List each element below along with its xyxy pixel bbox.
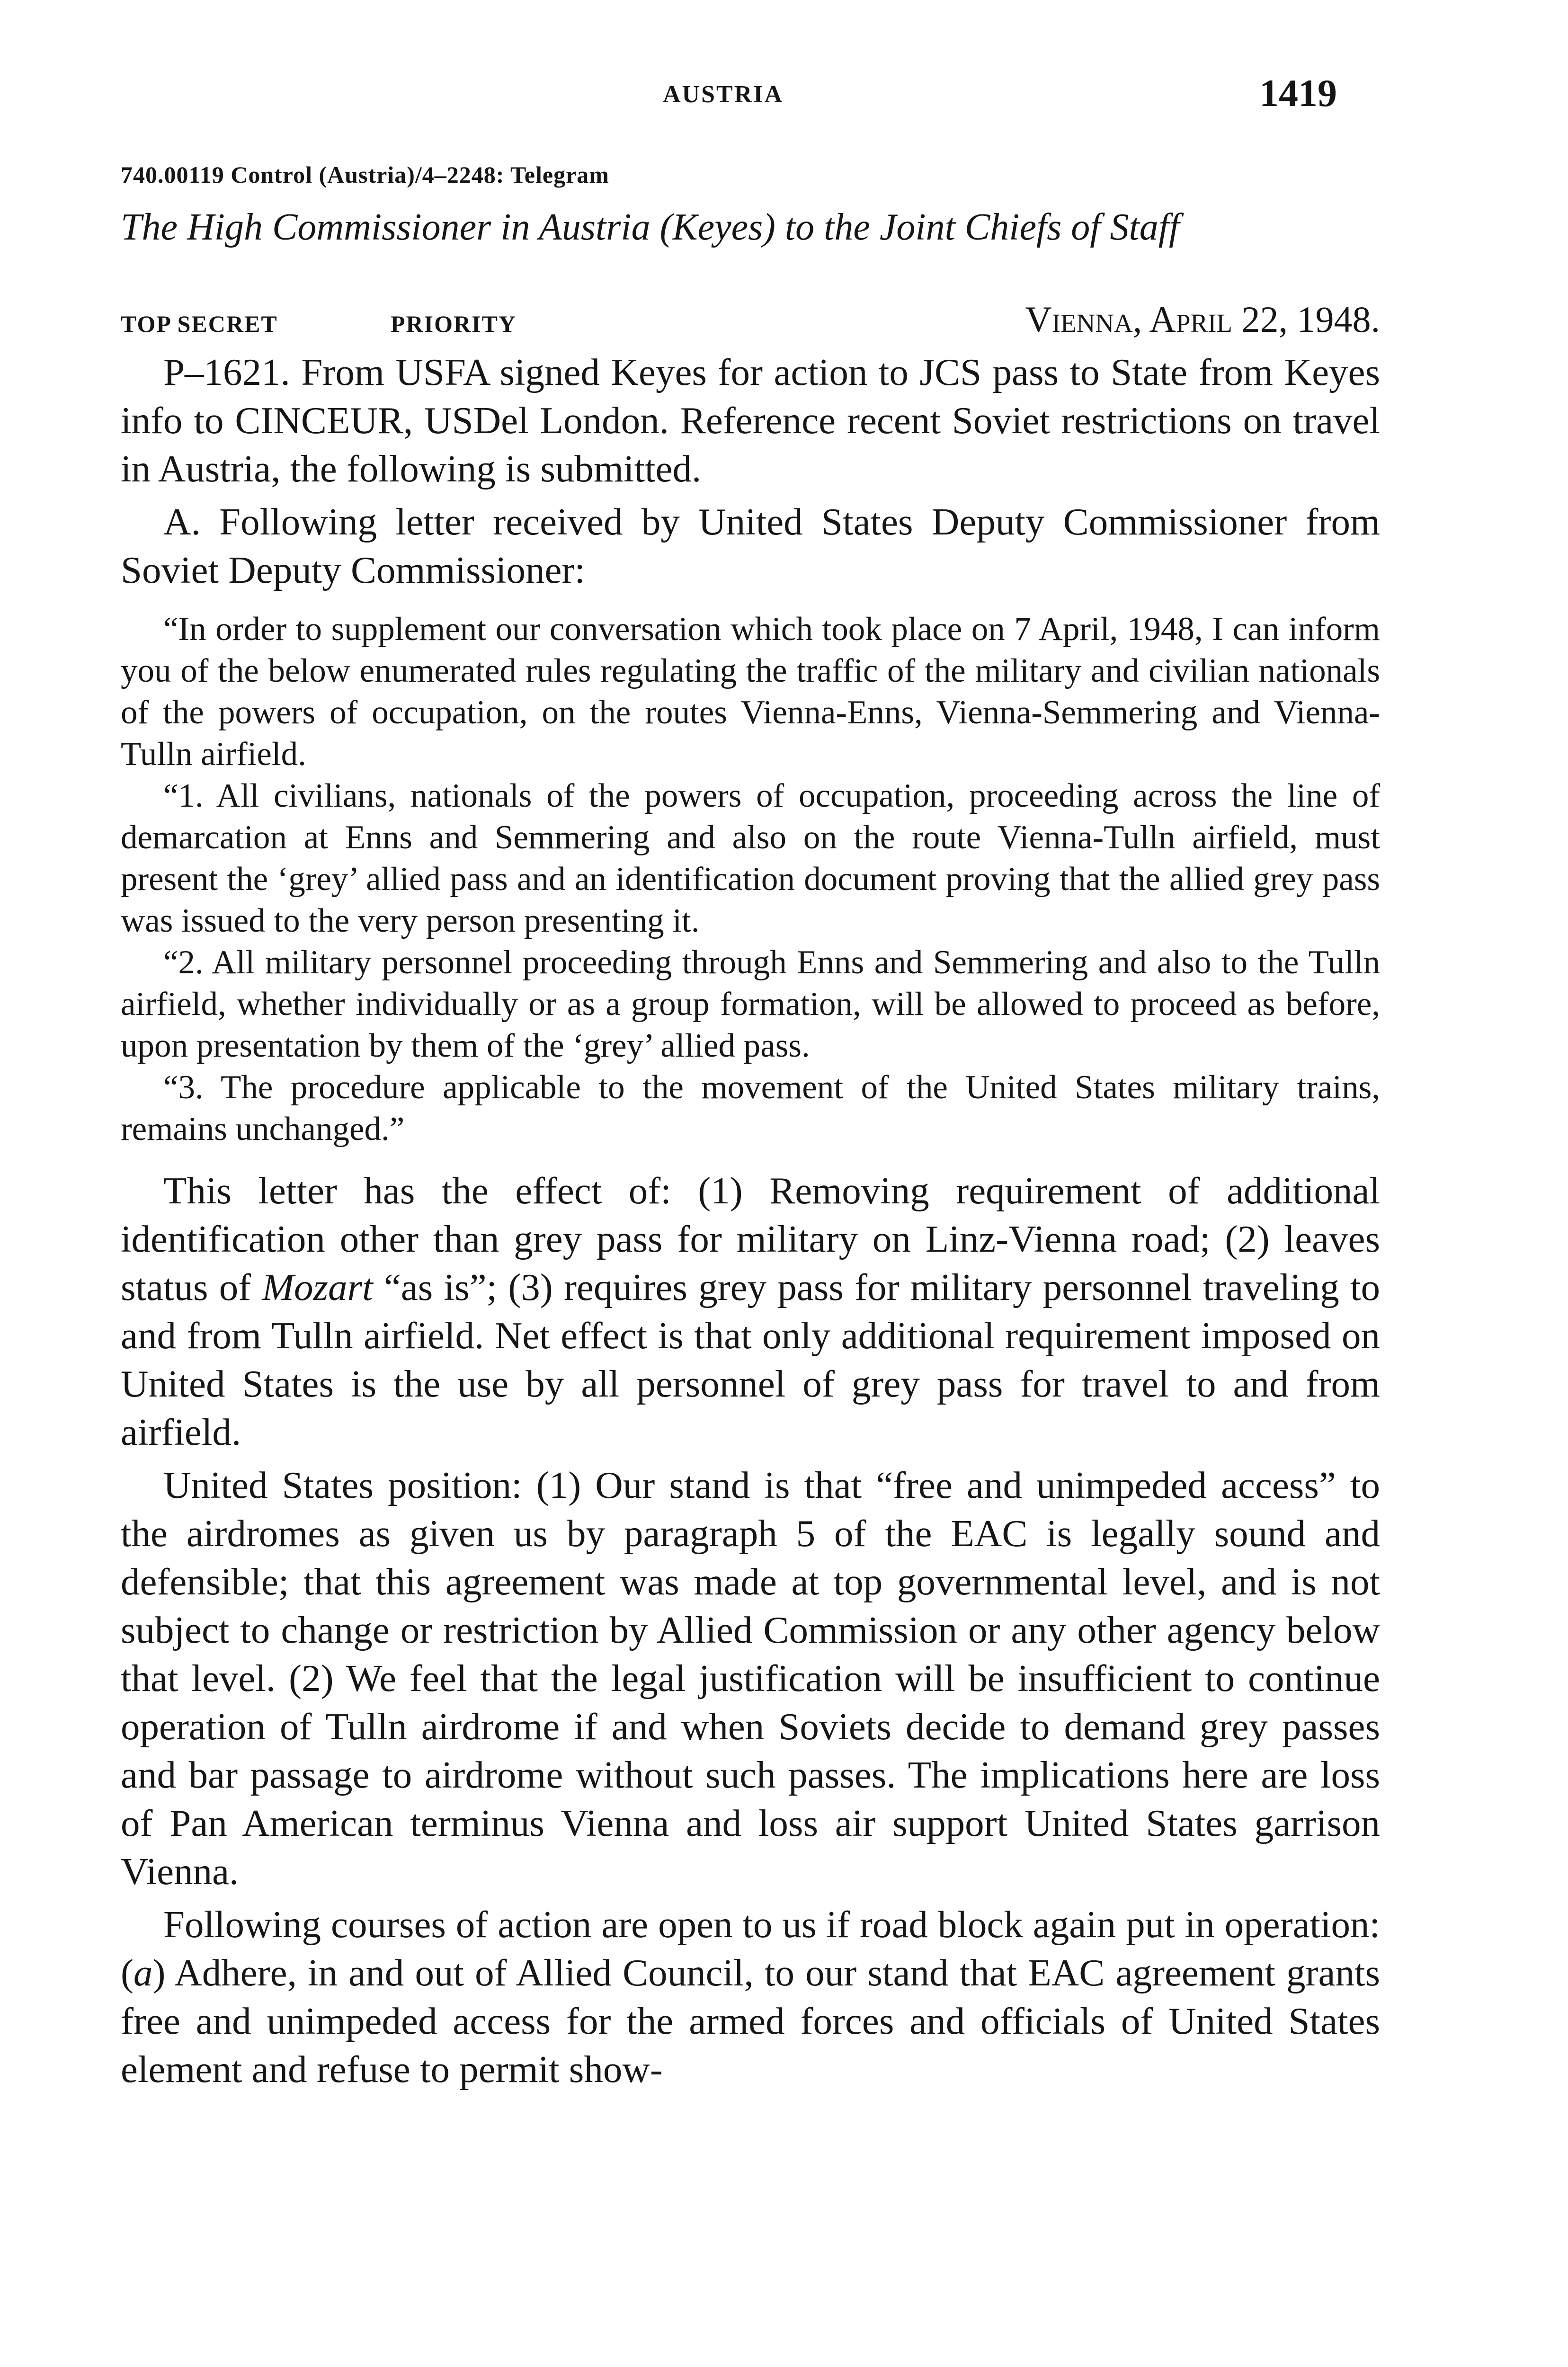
quoted-rule-2: “2. All military personnel proceeding through Enns and Semmering and also to the Tulln airfield, whether individually or as a group formation, will be allowed to proceed as before, upon presentation by them of the ‘grey’ allied pass. <box>121 944 1380 1064</box>
priority-label: PRIORITY <box>391 311 517 337</box>
telegram-meta <box>121 298 1380 346</box>
paragraph-intro: P–1621. From USFA signed Keyes for action to JCS pass to State from Keyes info to CINCEUR, USDel London. Reference recent Soviet restrictions on travel in Austria, the following is submitted. <box>121 351 1380 490</box>
effect-text-1: This letter has the effect of: (1) Removing requirement of additional identification other than grey pass for military on Linz-Vienna road; (2) leaves status of <box>121 1169 1380 1308</box>
effect-italic-mozart: Mozart <box>262 1266 373 1308</box>
courses-italic-a: a <box>133 1951 153 1994</box>
effect-text-2: “as is”; (3) requires grey pass for military personnel traveling to and from Tulln airfield. Net effect is that only additional requirement imposed on United States is the use by all personnel of grey pass for travel to and from airfield. <box>121 1266 1380 1453</box>
dateline-date: April 22, 1948. <box>1149 299 1380 340</box>
paragraph-effect <box>121 1166 1380 1456</box>
paragraph-a: A. Following letter received by United States Deputy Commissioner from Soviet Deputy Commissioner: <box>121 500 1380 591</box>
quoted-rule-1: “1. All civilians, nationals of the powers of occupation, proceeding across the line of demarcation at Enns and Semmering and also on the route Vienna-Tulln airfield, must present the ‘grey’ allied pass and an identification document proving that the allied grey pass was issued to the very person presenting it. <box>121 777 1380 939</box>
quoted-letter-opening: “In order to supplement our conversation which took place on 7 April, 1948, I can inform you of the below enumerated rules regulating the traffic of the military and civilian nationals of the powers of occupation, on the routes Vienna-Enns, Vienna-Semmering and Vienna-Tulln airfield. <box>121 611 1380 773</box>
dateline: Vienna, April 22, 1948. <box>1025 299 1380 340</box>
classification-label: TOP SECRET <box>121 311 278 337</box>
courses-text-2: ) Adhere, in and out of Allied Council, to our stand that EAC agreement grants free and unimpeded access for the armed forces and officials of United States element and refuse to permit show- <box>121 1951 1380 2091</box>
running-head: AUSTRIA <box>663 81 784 108</box>
file-reference: 740.00119 Control (Austria)/4–2248: Telegram <box>121 161 609 188</box>
page-header <box>0 71 1568 128</box>
paragraph-us-position: United States position: (1) Our stand is that “free and unimpeded access” to the airdromes as given us by paragraph 5 of the EAC is legally sound and defensible; that this agreement was made at top governmental level, and is not subject to change or restriction by Allied Commission or any other agency below that level. (2) We feel that the legal justification will be insufficient to continue operation of Tulln airdrome if and when Soviets decide to demand grey passes and bar passage to airdrome without such passes. The implications here are loss of Pan American terminus Vienna and loss air support United States garrison Vienna. <box>121 1464 1380 1893</box>
quoted-rule-3: “3. The procedure applicable to the movement of the United States military trains, remains unchanged.” <box>121 1069 1380 1148</box>
page-number: 1419 <box>1259 71 1337 115</box>
dateline-place: Vienna <box>1025 299 1133 340</box>
courses-text-1: Following courses of action are open to us if road block again put in operation: ( <box>121 1903 1380 1994</box>
paragraph-courses-of-action <box>121 1900 1380 2093</box>
document-title: The High Commissioner in Austria (Keyes) to the Joint Chiefs of Staff <box>121 206 1180 248</box>
telegram-body <box>121 348 1380 2093</box>
